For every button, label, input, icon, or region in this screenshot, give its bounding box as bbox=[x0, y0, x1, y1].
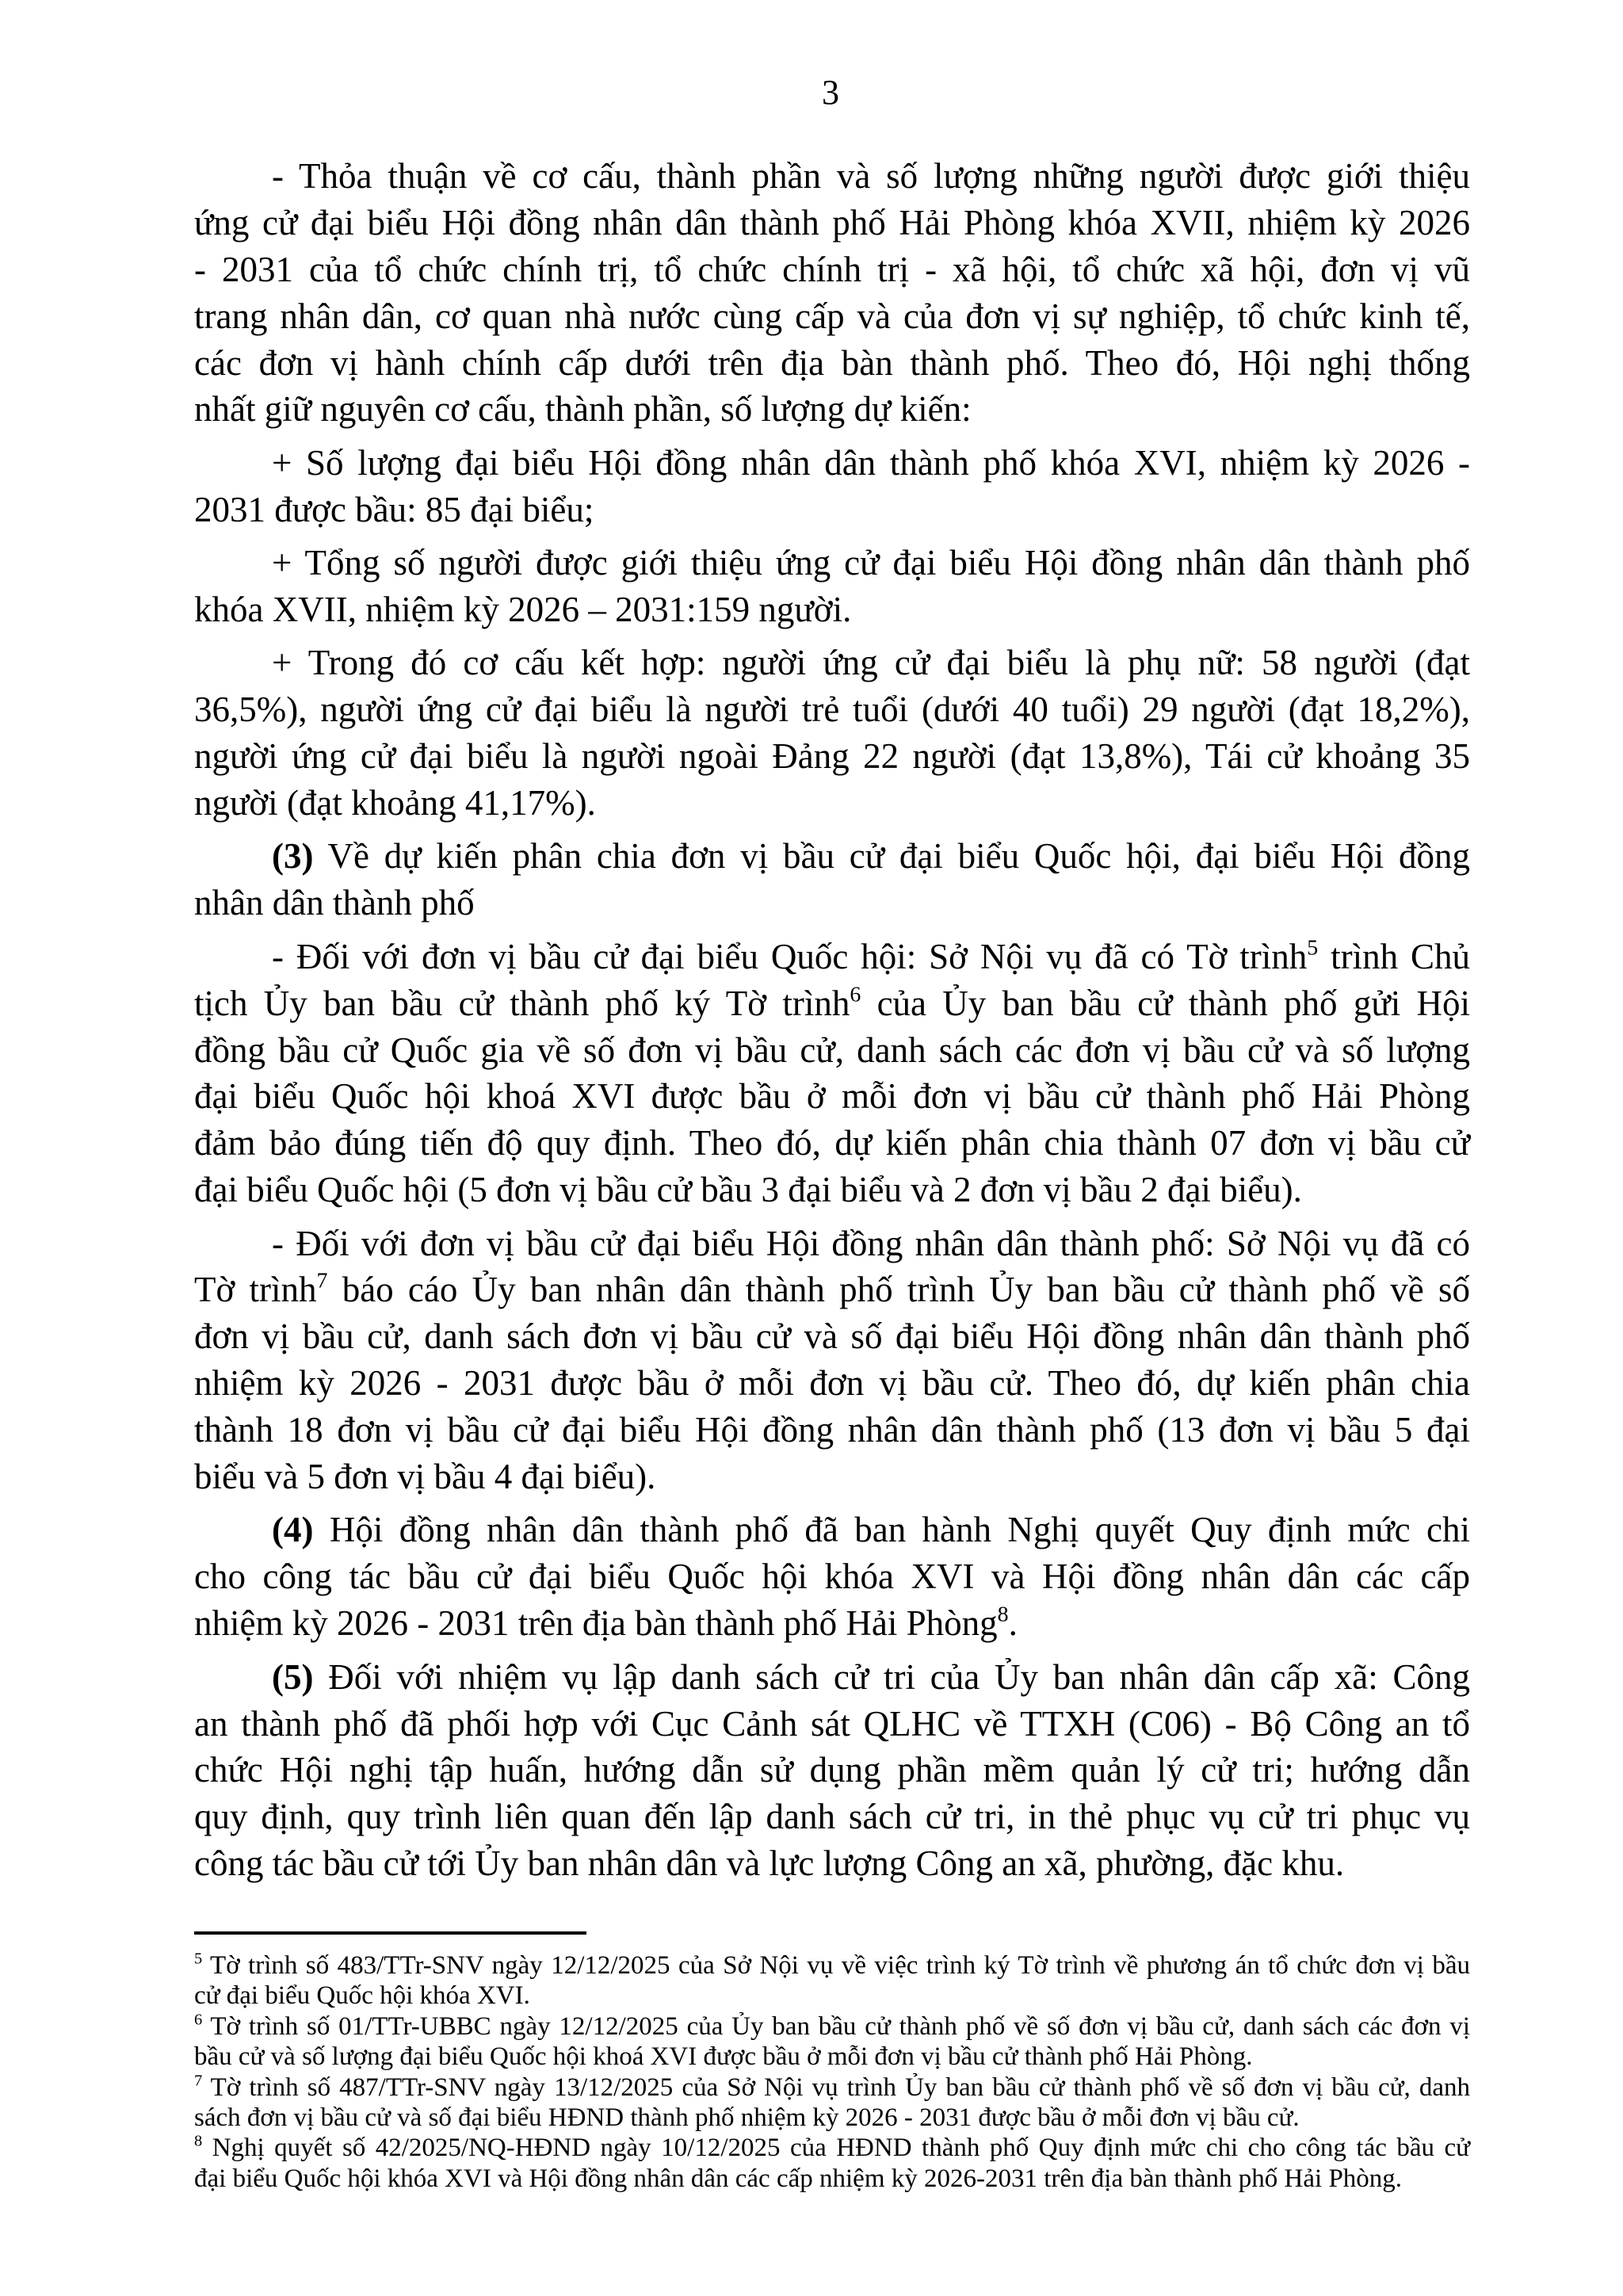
text-line: biểu và 5 đơn vị bầu 4 đại biểu). bbox=[194, 1457, 656, 1497]
text-line: chức Hội nghị tập huấn, hướng dẫn sử dụng phần mềm quản lý cử tri; hướng dẫn bbox=[194, 1750, 1470, 1790]
footnote-ref-5[interactable]: 5 bbox=[1307, 935, 1319, 961]
paragraph-candidate-total bbox=[194, 540, 1470, 633]
text-line bbox=[194, 1266, 1470, 1313]
text-line bbox=[194, 1600, 1470, 1647]
footnote-number: 8 bbox=[194, 2132, 203, 2150]
text-line bbox=[194, 1654, 1470, 1701]
paragraph-section-5 bbox=[194, 1654, 1470, 1887]
text-run: Tờ trình số 483/TTr-SNV ngày 12/12/2025 của Sở Nội vụ về việc trình ký Tờ trình về phương án tổ chức đơn vị bầu bbox=[202, 1951, 1470, 1980]
text-run: trình Chủ bbox=[1318, 936, 1470, 976]
text-line bbox=[194, 1507, 1470, 1553]
footnote-ref-6[interactable]: 6 bbox=[850, 982, 861, 1007]
text-line: + Trong đó cơ cấu kết hợp: người ứng cử đại biểu là phụ nữ: 58 người (đạt bbox=[272, 643, 1470, 683]
text-run: Nghị quyết số 42/2025/NQ-HĐND ngày 10/12/2025 của HĐND thành phố Quy định mức chi cho công tác bầu cử bbox=[202, 2134, 1470, 2163]
text-line: đại biểu Quốc hội khoá XVI được bầu ở mỗi đơn vị bầu cử thành phố Hải Phòng bbox=[194, 1076, 1470, 1117]
text-run: Tờ trình bbox=[194, 1270, 317, 1310]
text-line: - Đối với đơn vị bầu cử đại biểu Hội đồng nhân dân thành phố: Sở Nội vụ đã có bbox=[272, 1223, 1470, 1263]
footnote-line: cử đại biểu Quốc hội khóa XVI. bbox=[194, 1981, 530, 2011]
footnote-number: 7 bbox=[194, 2071, 203, 2089]
text-line: nhân dân thành phố bbox=[194, 883, 475, 923]
text-line: an thành phố đã phối hợp với Cục Cảnh sát QLHC về TTXH (C06) - Bộ Công an tổ bbox=[194, 1703, 1470, 1744]
paragraph-national-assembly-units bbox=[194, 934, 1470, 1213]
text-line: đồng bầu cử Quốc gia về số đơn vị bầu cử, danh sách các đơn vị bầu cử và số lượng bbox=[194, 1030, 1470, 1070]
text-line bbox=[194, 980, 1470, 1027]
text-line: + Số lượng đại biểu Hội đồng nhân dân thành phố khóa XVI, nhiệm kỳ 2026 - bbox=[272, 442, 1470, 483]
paragraph-section-4 bbox=[194, 1507, 1470, 1647]
text-line: đảm bảo đúng tiến độ quy định. Theo đó, dự kiến phân chia thành 07 đơn vị bầu cử bbox=[194, 1123, 1470, 1163]
text-line: các đơn vị hành chính cấp dưới trên địa bàn thành phố. Theo đó, Hội nghị thống bbox=[194, 342, 1470, 383]
text-line: trang nhân dân, cơ quan nhà nước cùng cấp và của đơn vị sự nghiệp, tổ chức kinh tế, bbox=[194, 296, 1470, 336]
footnote-line: sách đơn vị bầu cử và số đại biểu HĐND thành phố nhiệm kỳ 2026 - 2031 được bầu ở mỗi đơn vị bầu cử. bbox=[194, 2103, 1300, 2132]
text-run: Tờ trình số 01/TTr-UBBC ngày 12/12/2025 của Ủy ban bầu cử thành phố về số đơn vị bầu cử, danh sách các đơn vị bbox=[202, 2011, 1470, 2041]
document-body bbox=[194, 153, 1470, 1894]
text-line: - 2031 của tổ chức chính trị, tổ chức chính trị - xã hội, tổ chức xã hội, đơn vị vũ bbox=[194, 249, 1470, 289]
section-number: (5) bbox=[272, 1656, 314, 1697]
paragraph-section-3 bbox=[194, 833, 1470, 926]
text-line: + Tổng số người được giới thiệu ứng cử đại biểu Hội đồng nhân dân thành phố bbox=[272, 543, 1470, 583]
text-run: . bbox=[1008, 1603, 1018, 1644]
text-line bbox=[194, 934, 1470, 980]
text-run: của Ủy ban bầu cử thành phố gửi Hội bbox=[861, 983, 1470, 1023]
footnotes bbox=[194, 1950, 1470, 2194]
footnote-6 bbox=[194, 2011, 1470, 2042]
paragraph-delegate-count bbox=[194, 440, 1470, 533]
footnote-number: 5 bbox=[194, 1950, 203, 1968]
text-line: thành 18 đơn vị bầu cử đại biểu Hội đồng nhân dân thành phố (13 đơn vị bầu 5 đại bbox=[194, 1410, 1470, 1450]
text-run: Đối với nhiệm vụ lập danh sách cử tri của Ủy ban nhân dân cấp xã: Công bbox=[313, 1656, 1470, 1697]
text-line: 36,5%), người ứng cử đại biểu là người trẻ tuổi (dưới 40 tuổi) 29 người (đạt 18,2%), bbox=[194, 690, 1470, 730]
text-line: nhất giữ nguyên cơ cấu, thành phần, số lượng dự kiến: bbox=[194, 389, 972, 430]
text-line: ứng cử đại biểu Hội đồng nhân dân thành phố Hải Phòng khóa XVII, nhiệm kỳ 2026 bbox=[194, 202, 1470, 243]
footnote-ref-8[interactable]: 8 bbox=[997, 1602, 1009, 1627]
text-line: cho công tác bầu cử đại biểu Quốc hội khóa XVI và Hội đồng nhân dân các cấp bbox=[194, 1557, 1470, 1597]
text-line: 2031 được bầu: 85 đại biểu; bbox=[194, 489, 594, 529]
paragraph-agreement bbox=[194, 153, 1470, 433]
footnote-separator bbox=[194, 1931, 586, 1935]
text-run: - Đối với đơn vị bầu cử đại biểu Quốc hội: Sở Nội vụ đã có Tờ trình bbox=[272, 936, 1308, 976]
text-run: Tờ trình số 487/TTr-SNV ngày 13/12/2025 của Sở Nội vụ trình Ủy ban bầu cử thành phố về số đơn vị bầu cử, danh bbox=[202, 2073, 1470, 2102]
text-line: khóa XVII, nhiệm kỳ 2026 – 2031:159 người. bbox=[194, 590, 852, 630]
text-line: đại biểu Quốc hội (5 đơn vị bầu cử bầu 3 đại biểu và 2 đơn vị bầu 2 đại biểu). bbox=[194, 1170, 1302, 1210]
paragraph-structure bbox=[194, 640, 1470, 827]
section-number: (3) bbox=[272, 836, 314, 877]
text-line: nhiệm kỳ 2026 - 2031 được bầu ở mỗi đơn vị bầu cử. Theo đó, dự kiến phân chia bbox=[194, 1363, 1470, 1404]
text-run: Về dự kiến phân chia đơn vị bầu cử đại biểu Quốc hội, đại biểu Hội đồng bbox=[313, 836, 1470, 877]
text-run: tịch Ủy ban bầu cử thành phố ký Tờ trình bbox=[194, 983, 850, 1023]
footnote-ref-7[interactable]: 7 bbox=[316, 1269, 328, 1294]
text-run: báo cáo Ủy ban nhân dân thành phố trình Ủy ban bầu cử thành phố về số bbox=[327, 1270, 1470, 1310]
footnote-7 bbox=[194, 2073, 1470, 2103]
text-line: công tác bầu cử tới Ủy ban nhân dân và lực lượng Công an xã, phường, đặc khu. bbox=[194, 1843, 1345, 1884]
footnote-8 bbox=[194, 2133, 1470, 2163]
footnote-line: đại biểu Quốc hội khóa XVI và Hội đồng nhân dân các cấp nhiệm kỳ 2026-2031 trên địa bàn thành phố Hải Phòng. bbox=[194, 2164, 1403, 2193]
text-line: đơn vị bầu cử, danh sách đơn vị bầu cử và số đại biểu Hội đồng nhân dân thành phố bbox=[194, 1316, 1470, 1357]
paragraph-city-council-units bbox=[194, 1221, 1470, 1500]
page-number: 3 bbox=[822, 73, 839, 112]
footnote-line: bầu cử và số lượng đại biểu Quốc hội khoá XVI được bầu ở mỗi đơn vị bầu cử thành phố Hải Phòng. bbox=[194, 2042, 1253, 2072]
text-line: - Thỏa thuận về cơ cấu, thành phần và số lượng những người được giới thiệu bbox=[272, 156, 1470, 196]
text-line bbox=[194, 833, 1470, 880]
footnote-5 bbox=[194, 1950, 1470, 1981]
text-line: người ứng cử đại biểu là người ngoài Đảng 22 người (đạt 13,8%), Tái cử khoảng 35 bbox=[194, 736, 1470, 777]
text-run: Hội đồng nhân dân thành phố đã ban hành Nghị quyết Quy định mức chi bbox=[313, 1510, 1470, 1550]
section-number: (4) bbox=[272, 1510, 314, 1550]
text-run: nhiệm kỳ 2026 - 2031 trên địa bàn thành phố Hải Phòng bbox=[194, 1603, 998, 1644]
text-line: người (đạt khoảng 41,17%). bbox=[194, 783, 596, 823]
text-line: quy định, quy trình liên quan đến lập danh sách cử tri, in thẻ phục vụ cử tri phục vụ bbox=[194, 1797, 1470, 1837]
footnote-number: 6 bbox=[194, 2011, 203, 2029]
